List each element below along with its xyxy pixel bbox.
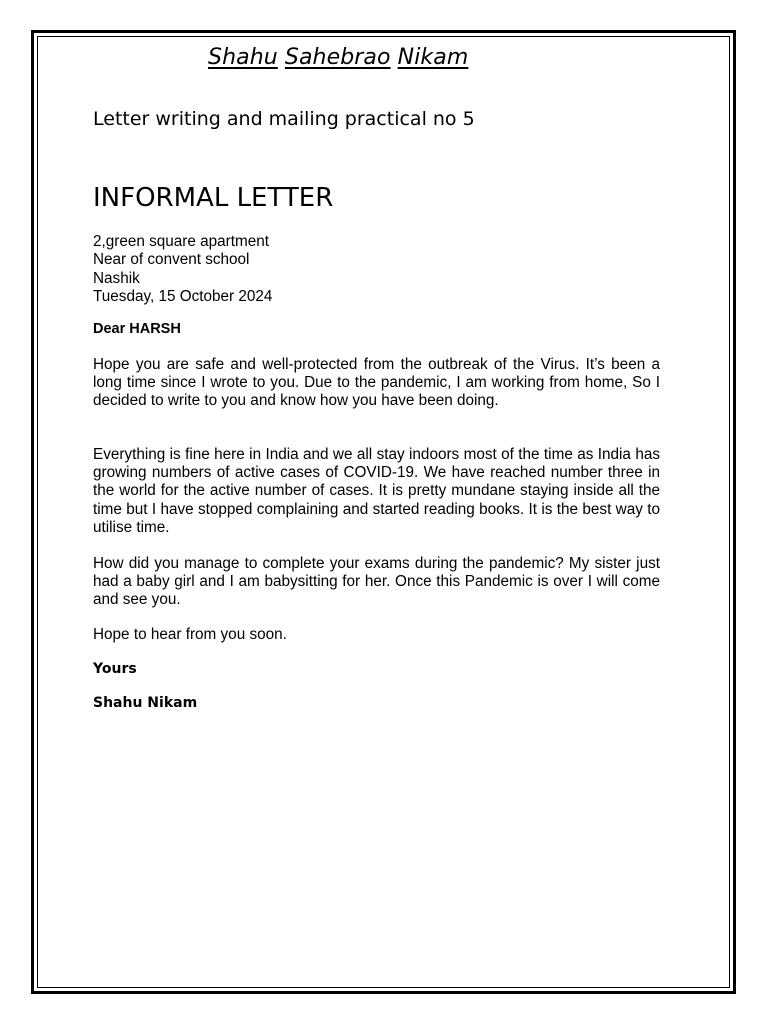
address-line: 2,green square apartment [93,233,270,250]
body-paragraph: Hope you are safe and well-protected from the outbreak of the Virus. It’s been a long time since I wrote to you. Due to the pandemic, I am working from home, So I decided to write to you and know how you have been doing. [93,356,660,410]
author-name [208,45,468,70]
body-paragraph: Hope to hear from you soon. [93,626,287,643]
practical-subtitle: Letter writing and mailing practical no 5 [93,108,475,130]
sender-address [93,233,272,307]
salutation: Dear HARSH [93,321,181,337]
signature: Shahu Nikam [93,695,198,711]
address-line: Nashik [93,269,140,287]
body-paragraph: How did you manage to complete your exams during the pandemic? My sister just had a baby girl and I am babysitting for her. Once this Pandemic is over I will come and see you. [93,555,660,609]
address-line: Near of convent school [93,251,250,269]
letter-heading: INFORMAL LETTER [93,183,334,213]
letter-date: Tuesday, 15 October 2024 [93,288,273,306]
author-middle-name: Sahebrao [284,45,391,70]
body-paragraph: Everything is fine here in India and we all stay indoors most of the time as India has growing numbers of active cases of COVID-19. We have reached number three in the world for the active number of cases. It is pretty mundane staying inside all the time but I have stopped complaining and started reading books. It is the best way to utilise time. [93,446,660,536]
closing: Yours [93,661,137,677]
author-first-name: Shahu [208,45,278,70]
author-last-name: Nikam [397,45,469,70]
